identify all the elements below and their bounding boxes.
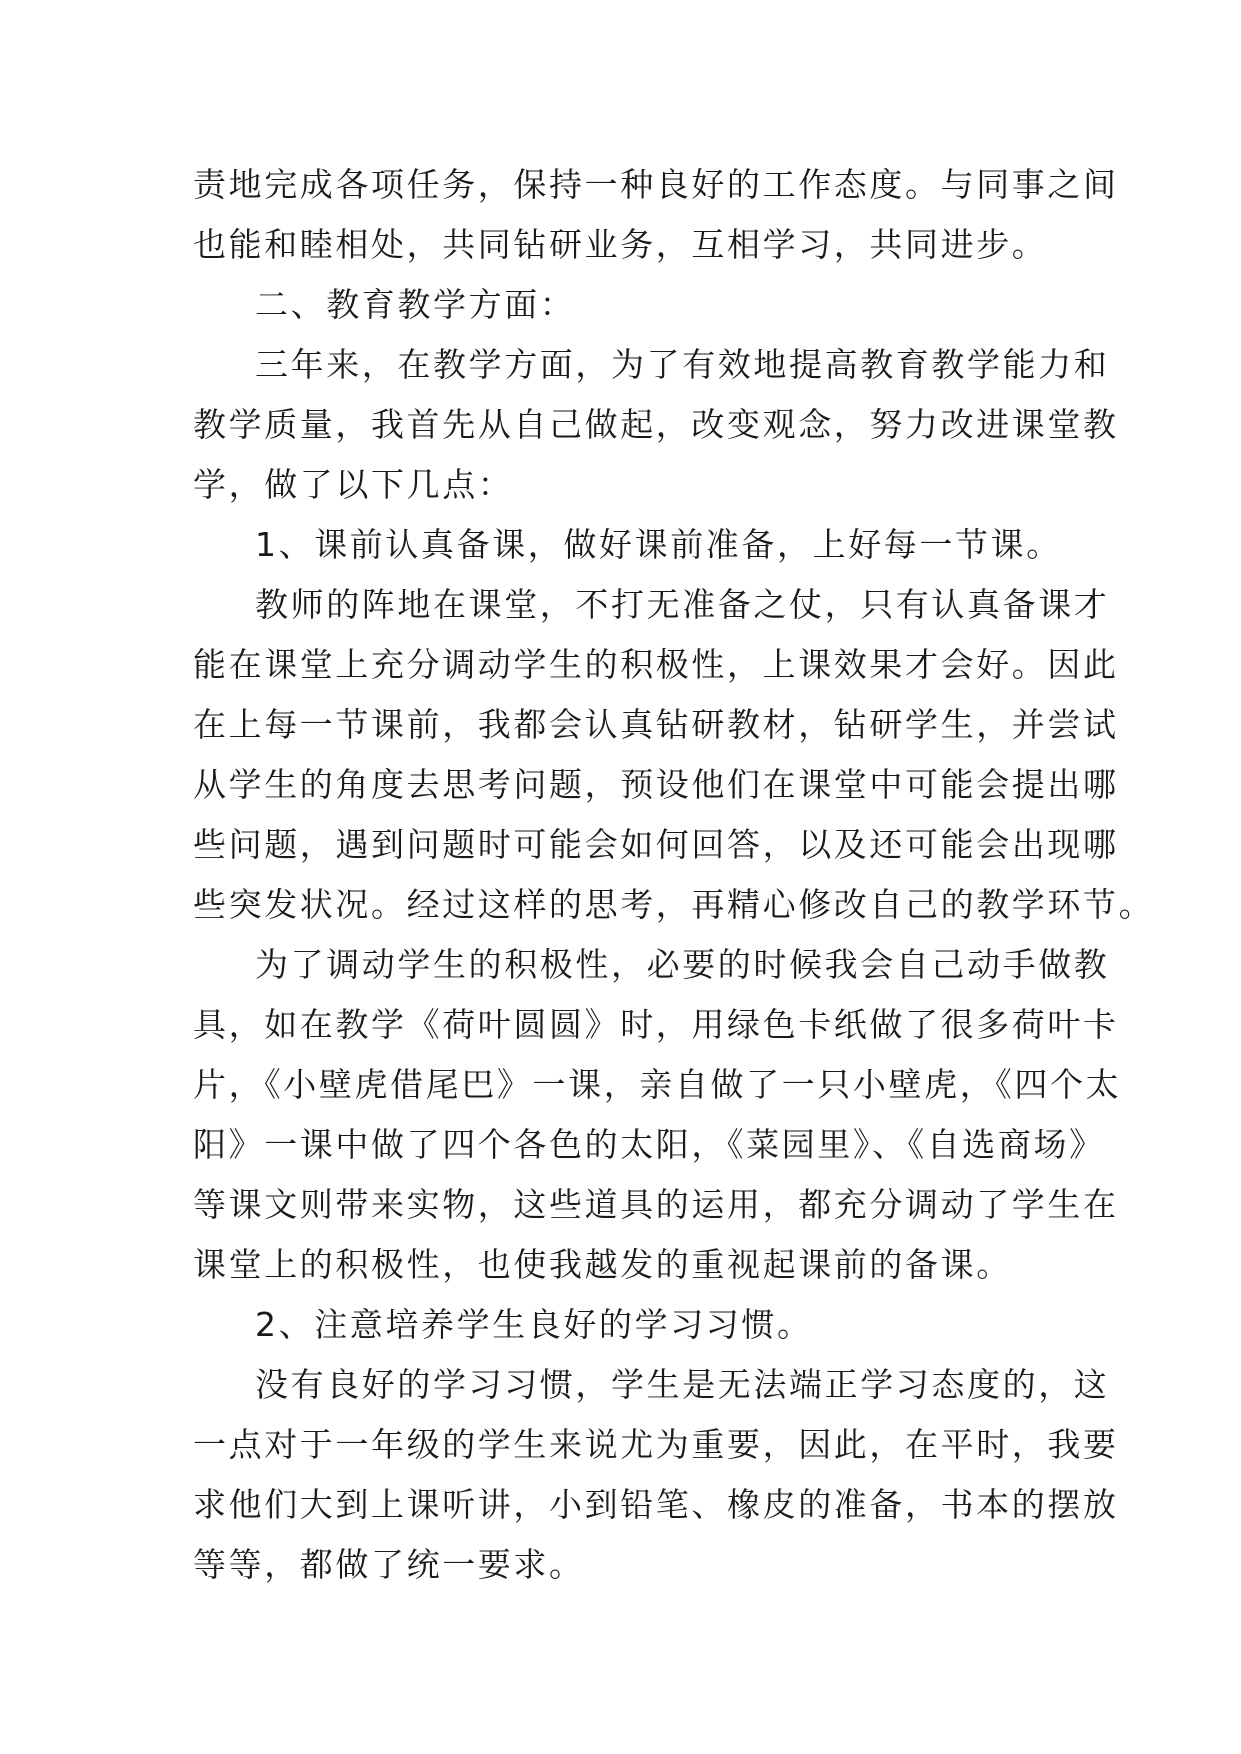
text-line: 等等，都做了统一要求。	[193, 1545, 585, 1584]
text-line: 教师的阵地在课堂，不打无准备之仗，只有认真备课才	[255, 585, 1110, 624]
text-line: 在上每一节课前，我都会认真钻研教材，钻研学生，并尝试	[193, 705, 1119, 744]
text-line: 求他们大到上课听讲，小到铅笔、橡皮的准备，书本的摆放	[193, 1485, 1119, 1524]
text-line: 能在课堂上充分调动学生的积极性，上课效果才会好。因此	[193, 645, 1119, 684]
text-line: 课堂上的积极性，也使我越发的重视起课前的备课。	[193, 1245, 1012, 1284]
text-line: 从学生的角度去思考问题，预设他们在课堂中可能会提出哪	[193, 765, 1119, 804]
text-line: 阳》一课中做了四个各色的太阳，《菜园里》、《自选商场》	[193, 1125, 1105, 1164]
text-line: 三年来，在教学方面，为了有效地提高教育教学能力和	[255, 345, 1110, 384]
subsection-heading: 1、课前认真备课，做好课前准备，上好每一节课。	[255, 525, 1062, 564]
text-line: 些问题，遇到问题时可能会如何回答，以及还可能会出现哪	[193, 825, 1119, 864]
section-heading: 二、教育教学方面：	[255, 285, 576, 324]
text-line: 具，如在教学《荷叶圆圆》时，用绿色卡纸做了很多荷叶卡	[193, 1005, 1119, 1044]
document-body	[193, 155, 1155, 1595]
text-line: 等课文则带来实物，这些道具的运用，都充分调动了学生在	[193, 1185, 1119, 1224]
text-line: 责地完成各项任务，保持一种良好的工作态度。与同事之间	[193, 165, 1119, 204]
subsection-heading: 2、注意培养学生良好的学习习惯。	[255, 1305, 813, 1344]
text-line: 片，《小壁虎借尾巴》一课，亲自做了一只小壁虎，《四个太	[193, 1065, 1122, 1104]
text-line: 为了调动学生的积极性，必要的时候我会自己动手做教	[255, 945, 1110, 984]
text-line: 没有良好的学习习惯，学生是无法端正学习态度的，这	[255, 1365, 1110, 1404]
text-line: 教学质量，我首先从自己做起，改变观念，努力改进课堂教	[193, 405, 1119, 444]
text-line: 些突发状况。经过这样的思考，再精心修改自己的教学环节。	[193, 885, 1155, 924]
text-line: 也能和睦相处，共同钻研业务，互相学习，共同进步。	[193, 225, 1048, 264]
text-line: 学，做了以下几点：	[193, 465, 514, 504]
text-line: 一点对于一年级的学生来说尤为重要，因此，在平时，我要	[193, 1425, 1119, 1464]
